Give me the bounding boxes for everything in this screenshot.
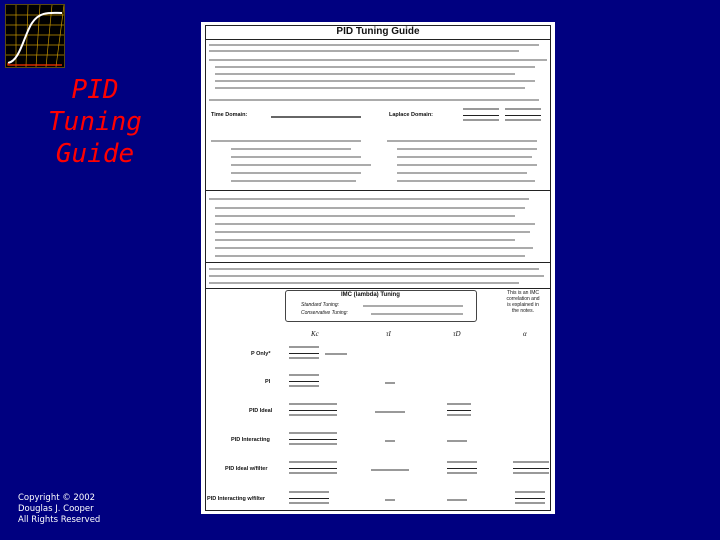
intro-text-line (209, 50, 519, 52)
intro-text-line (215, 66, 535, 68)
definition-line (397, 164, 537, 166)
note-line (215, 207, 525, 209)
note-line (215, 255, 525, 257)
pid-interacting-filter-taud-value (447, 499, 467, 501)
pi-taui-value (385, 382, 395, 384)
p-only-kc-formula (289, 346, 319, 362)
definition-line (387, 140, 537, 142)
slide-title-line2: Guide (55, 139, 135, 169)
caution-line (209, 268, 539, 270)
note-line (215, 215, 515, 217)
pid-ideal-filter-taud-formula (447, 461, 477, 477)
pid-interacting-filter-kc-formula (289, 491, 329, 507)
intro-text-line (215, 80, 535, 82)
note-line (209, 198, 529, 200)
response-curve-logo-icon (5, 4, 65, 68)
row-label-pid-interacting: PID Interacting (231, 437, 270, 443)
intro-text-line (209, 99, 539, 101)
laplace-gain-term (505, 108, 541, 124)
pid-ideal-kc-formula (289, 403, 337, 419)
pid-tuning-document (201, 22, 555, 514)
section-divider (205, 288, 551, 289)
definition-line (231, 164, 371, 166)
p-only-exponent (325, 353, 347, 355)
imc-conservative-rule (371, 313, 463, 315)
imc-side-note: This is an IMC correlation and is explained in the notes. (506, 290, 540, 314)
section-divider (205, 262, 551, 263)
row-label-pi: PI (265, 379, 271, 385)
pid-interacting-filter-alpha-formula (515, 491, 545, 507)
definition-line (397, 180, 535, 182)
pid-interacting-filter-taui-value (385, 499, 395, 501)
slide-title (20, 74, 170, 170)
laplace-transfer-function (463, 108, 499, 124)
time-domain-label: Time Domain: (211, 112, 248, 118)
slide-title-line1: PID Tuning (48, 75, 142, 137)
intro-text-line (215, 73, 515, 75)
pid-interacting-taui-value (385, 440, 395, 442)
note-line (215, 239, 515, 241)
pid-ideal-filter-taui-value (371, 469, 409, 471)
intro-text-line (215, 87, 525, 89)
copyright-line1: Copyright © 2002 (18, 493, 96, 503)
pid-ideal-taud-formula (447, 403, 471, 419)
time-domain-equation (271, 116, 361, 118)
pid-ideal-taui-value (375, 411, 405, 413)
column-header-taui: τI (386, 330, 391, 338)
laplace-domain-label: Laplace Domain: (389, 112, 434, 118)
definition-line (231, 148, 351, 150)
caution-line (209, 275, 544, 277)
definition-line (231, 172, 361, 174)
definition-line (211, 140, 361, 142)
title-divider (205, 39, 551, 40)
intro-text-line (209, 44, 539, 46)
column-header-alpha: α (523, 330, 527, 338)
column-header-kc: Kc (311, 330, 319, 338)
row-label-pid-interacting-filter: PID Interacting w/filter (207, 496, 266, 502)
caution-line (209, 282, 519, 284)
column-header-taud: τD (453, 330, 461, 338)
intro-text-line (209, 59, 547, 61)
pid-ideal-filter-alpha-formula (513, 461, 549, 477)
note-line (215, 247, 533, 249)
definition-line (397, 156, 532, 158)
imc-standard-rule (363, 305, 463, 307)
copyright-line3: All Rights Reserved (18, 515, 101, 525)
pid-interacting-kc-formula (289, 432, 337, 448)
pi-kc-formula (289, 374, 319, 390)
imc-tuning-title: IMC (lambda) Tuning (341, 292, 400, 298)
definition-line (397, 148, 537, 150)
definition-line (231, 180, 356, 182)
note-line (215, 231, 530, 233)
row-label-pid-ideal-filter: PID Ideal w/filter (225, 466, 268, 472)
copyright-line2: Douglas J. Cooper (18, 504, 94, 514)
definition-line (231, 156, 361, 158)
imc-standard-label: Standard Tuning: (301, 302, 339, 308)
copyright-notice (18, 493, 128, 526)
pid-ideal-filter-kc-formula (289, 461, 337, 477)
document-title: PID Tuning Guide (336, 26, 420, 37)
imc-conservative-label: Conservative Tuning: (301, 310, 348, 316)
row-label-pid-ideal: PID Ideal (249, 408, 273, 414)
note-line (215, 223, 535, 225)
row-label-p-only: P Only* (251, 351, 271, 357)
pid-interacting-taud-value (447, 440, 467, 442)
section-divider (205, 190, 551, 191)
definition-line (397, 172, 527, 174)
